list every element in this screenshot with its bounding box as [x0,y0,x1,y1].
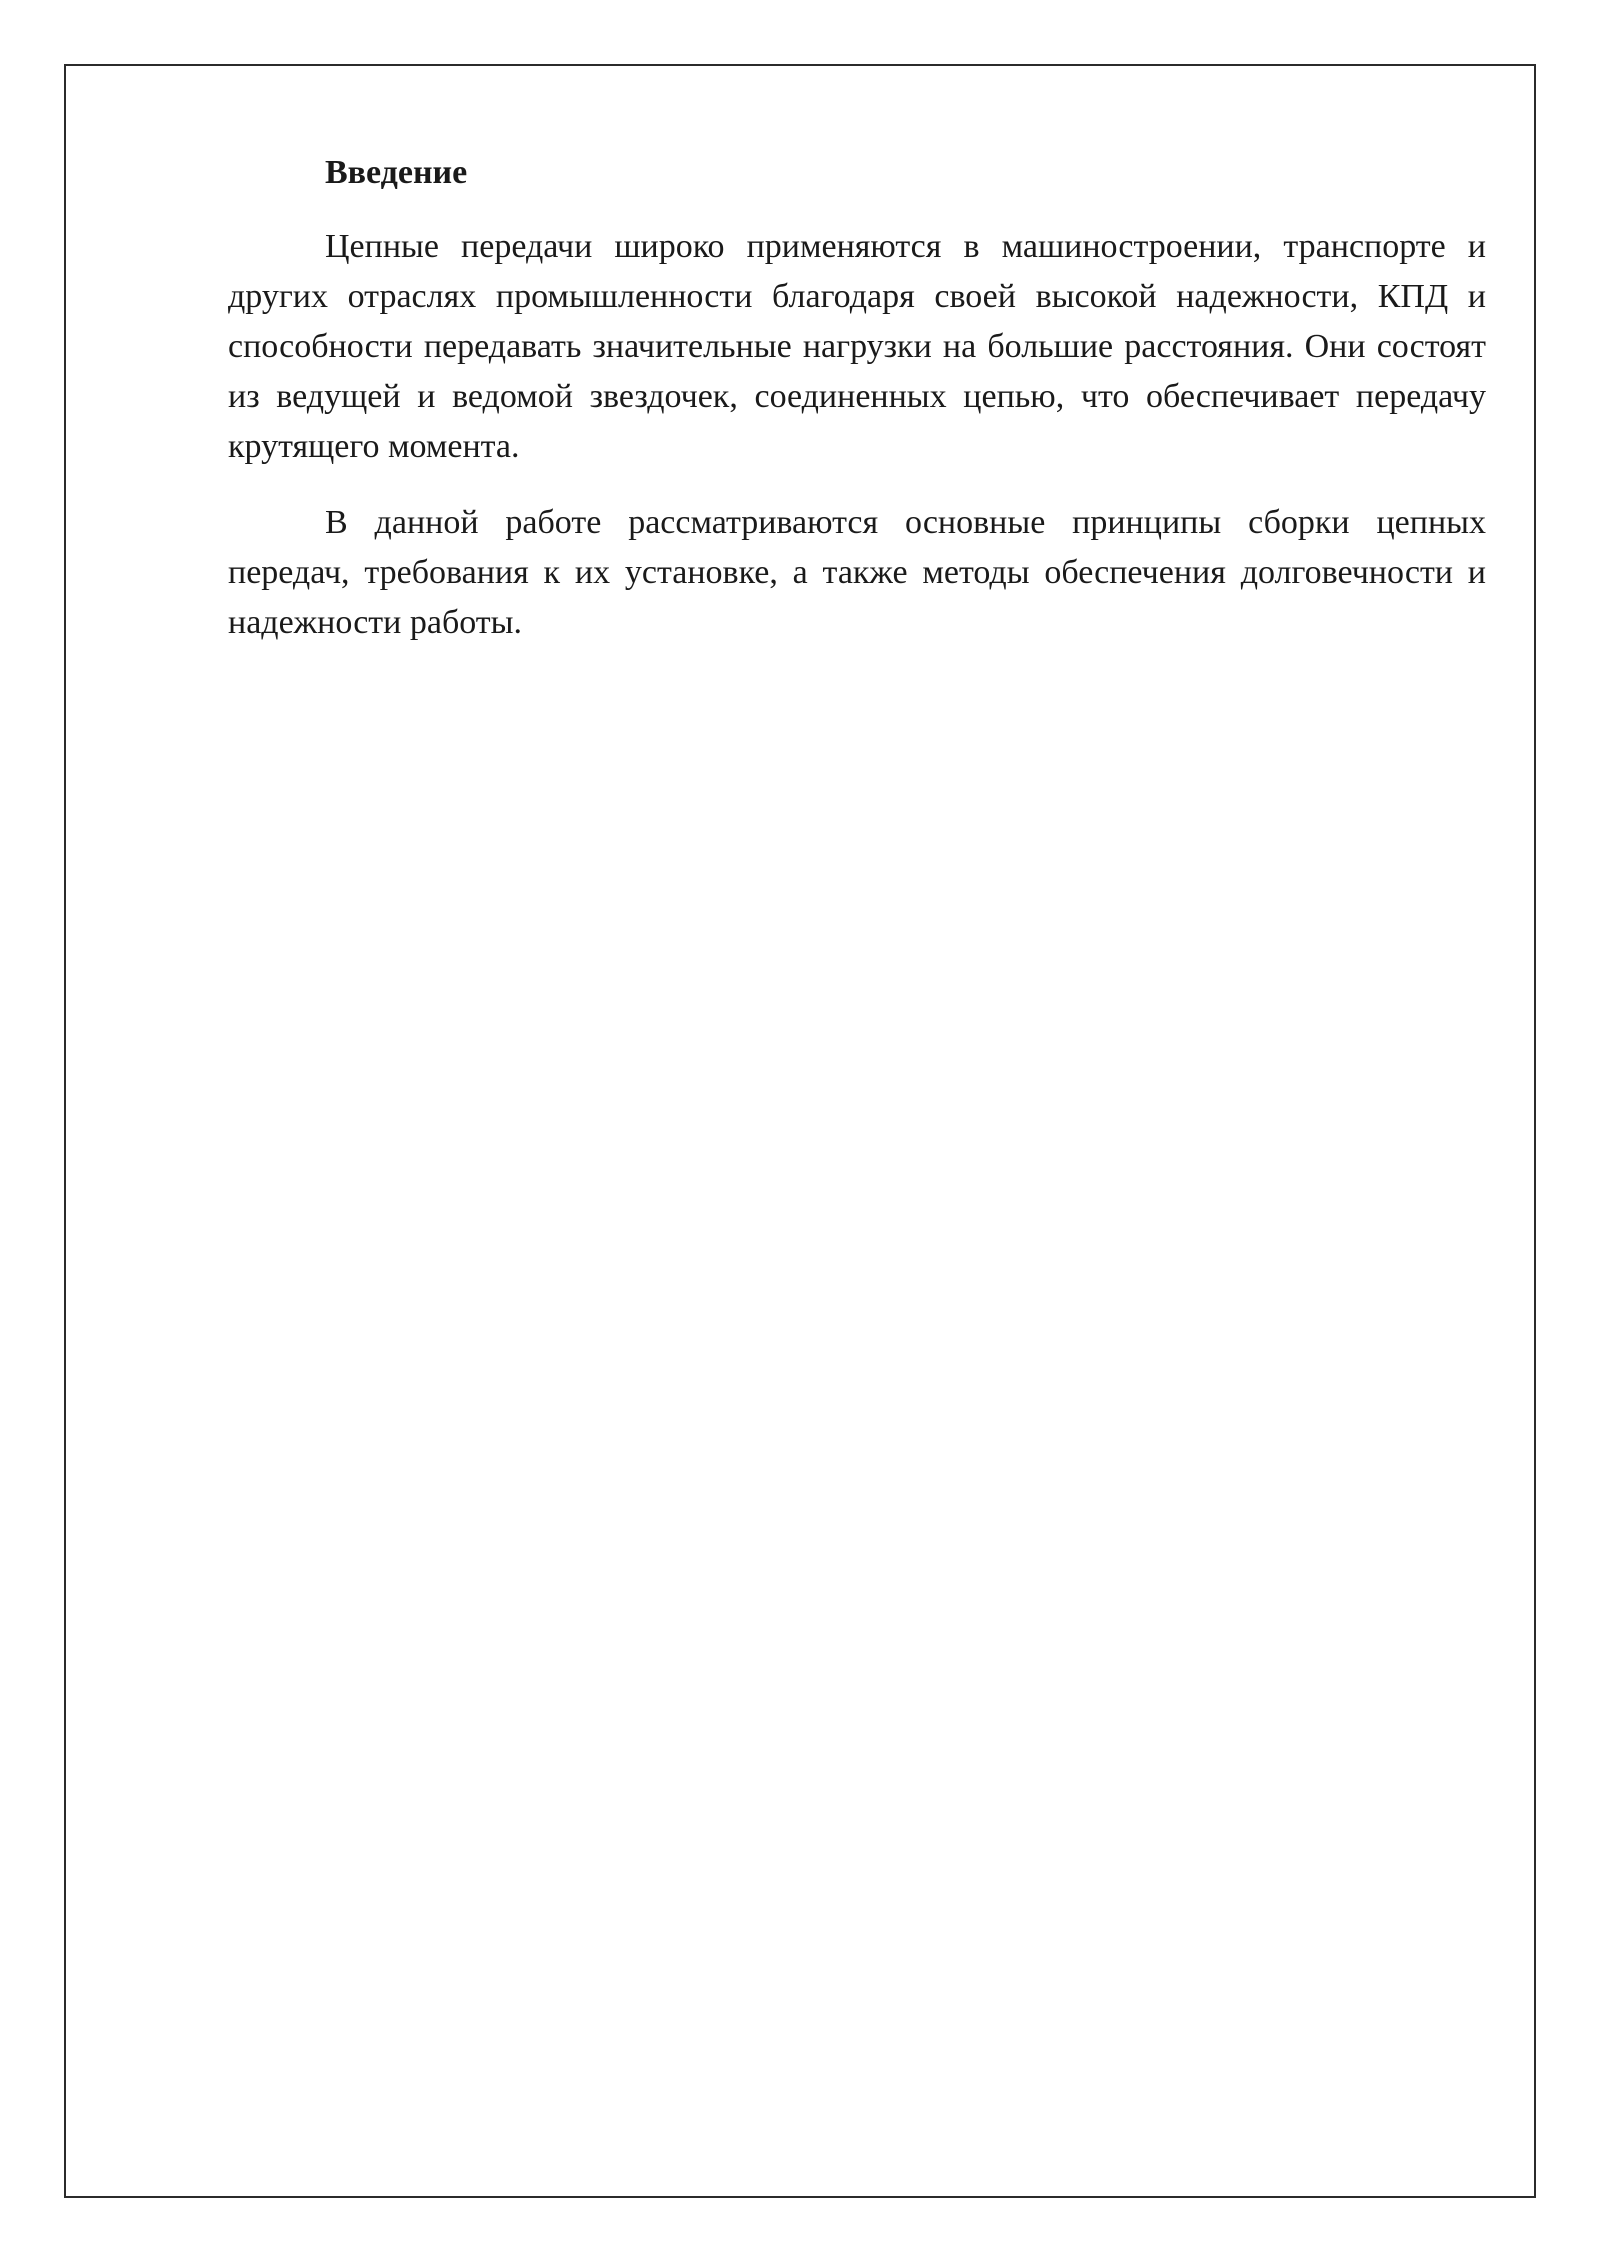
document-body [228,148,1486,674]
section-heading: Введение [325,154,468,191]
paragraph-2: В данной работе рассматриваются основные принципы сборки цепных передач, требования к их установке, а также методы обеспечения долговечности и надежности работы. [228,504,1486,641]
paragraph-1: Цепные передачи широко применяются в машиностроении, транспорте и других отраслях промышленности благодаря своей высокой надежности, КПД и способности передавать значительные нагрузки на большие расстояния. Они состоят из ведущей и ведомой звездочек, соединенных цепью, что обеспечивает передачу крутящего момента. [228,228,1486,465]
